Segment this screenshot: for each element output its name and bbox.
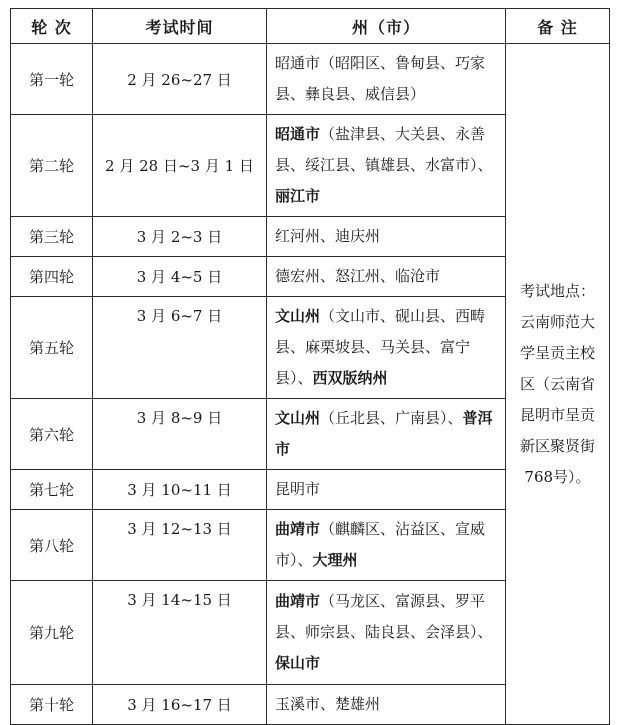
region-cell bbox=[267, 470, 506, 510]
region-bold: 曲靖市 bbox=[275, 592, 321, 610]
region-cell bbox=[267, 297, 506, 399]
header-note: 备 注 bbox=[506, 9, 610, 44]
region-cell bbox=[267, 581, 506, 685]
region-text: 昆明市 bbox=[275, 480, 321, 498]
region-text: 红河州、迪庆州 bbox=[275, 227, 381, 245]
region-bold-2: 大理州 bbox=[312, 551, 358, 569]
header-region: 州（市） bbox=[267, 9, 506, 44]
round-cell: 第十轮 bbox=[11, 685, 93, 725]
region-cell bbox=[267, 115, 506, 217]
region-text: （麒麟区、沾益区、宣威市）、 bbox=[275, 520, 486, 569]
region-text: （盐津县、大关县、永善县、绥江县、镇雄县、水富市）、 bbox=[275, 125, 493, 174]
date-cell: 3 月 14~15 日 bbox=[93, 581, 267, 685]
region-bold-2: 普洱市 bbox=[275, 409, 493, 458]
region-text: 玉溪市、楚雄州 bbox=[275, 695, 381, 713]
region-text: 昭通市（昭阳区、鲁甸县、巧家县、彝良县、威信县） bbox=[275, 54, 486, 103]
region-text: （马龙区、富源县、罗平县、师宗县、陆良县、会泽县）、 bbox=[275, 592, 493, 641]
exam-schedule-table bbox=[10, 8, 610, 725]
region-cell bbox=[267, 510, 506, 581]
header-row bbox=[11, 9, 610, 44]
table-row bbox=[11, 44, 610, 115]
region-bold: 文山州 bbox=[275, 409, 321, 427]
region-bold: 昭通市 bbox=[275, 125, 321, 143]
note-cell: 考试地点：云南师范大学呈贡主校区（云南省昆明市呈贡新区聚贤街768号）。 bbox=[506, 44, 610, 725]
date-cell: 3 月 16~17 日 bbox=[93, 685, 267, 725]
region-cell bbox=[267, 399, 506, 470]
region-cell bbox=[267, 217, 506, 257]
round-cell: 第七轮 bbox=[11, 470, 93, 510]
region-cell bbox=[267, 44, 506, 115]
region-text: （丘北县、广南县）、 bbox=[320, 409, 463, 427]
region-text: 德宏州、怒江州、临沧市 bbox=[275, 267, 441, 285]
region-bold-2: 西双版纳州 bbox=[312, 369, 388, 387]
round-cell: 第三轮 bbox=[11, 217, 93, 257]
region-cell bbox=[267, 685, 506, 725]
date-cell: 2 月 28 日~3 月 1 日 bbox=[93, 115, 267, 217]
round-cell: 第二轮 bbox=[11, 115, 93, 217]
region-bold: 曲靖市 bbox=[275, 520, 321, 538]
header-time: 考试时间 bbox=[93, 9, 267, 44]
round-cell: 第一轮 bbox=[11, 44, 93, 115]
date-cell: 3 月 6~7 日 bbox=[93, 297, 267, 399]
date-cell: 3 月 10~11 日 bbox=[93, 470, 267, 510]
date-cell: 3 月 2~3 日 bbox=[93, 217, 267, 257]
region-text: （文山市、砚山县、西畴县、麻栗坡县、马关县、富宁县）、 bbox=[275, 307, 486, 387]
date-cell: 2 月 26~27 日 bbox=[93, 44, 267, 115]
date-cell: 3 月 8~9 日 bbox=[93, 399, 267, 470]
round-cell: 第四轮 bbox=[11, 257, 93, 297]
round-cell: 第六轮 bbox=[11, 399, 93, 470]
date-cell: 3 月 12~13 日 bbox=[93, 510, 267, 581]
header-round: 轮 次 bbox=[11, 9, 93, 44]
region-bold: 文山州 bbox=[275, 307, 321, 325]
region-cell bbox=[267, 257, 506, 297]
round-cell: 第五轮 bbox=[11, 297, 93, 399]
date-cell: 3 月 4~5 日 bbox=[93, 257, 267, 297]
round-cell: 第八轮 bbox=[11, 510, 93, 581]
region-bold-2: 保山市 bbox=[275, 654, 321, 672]
round-cell: 第九轮 bbox=[11, 581, 93, 685]
region-bold-2: 丽江市 bbox=[275, 187, 321, 205]
